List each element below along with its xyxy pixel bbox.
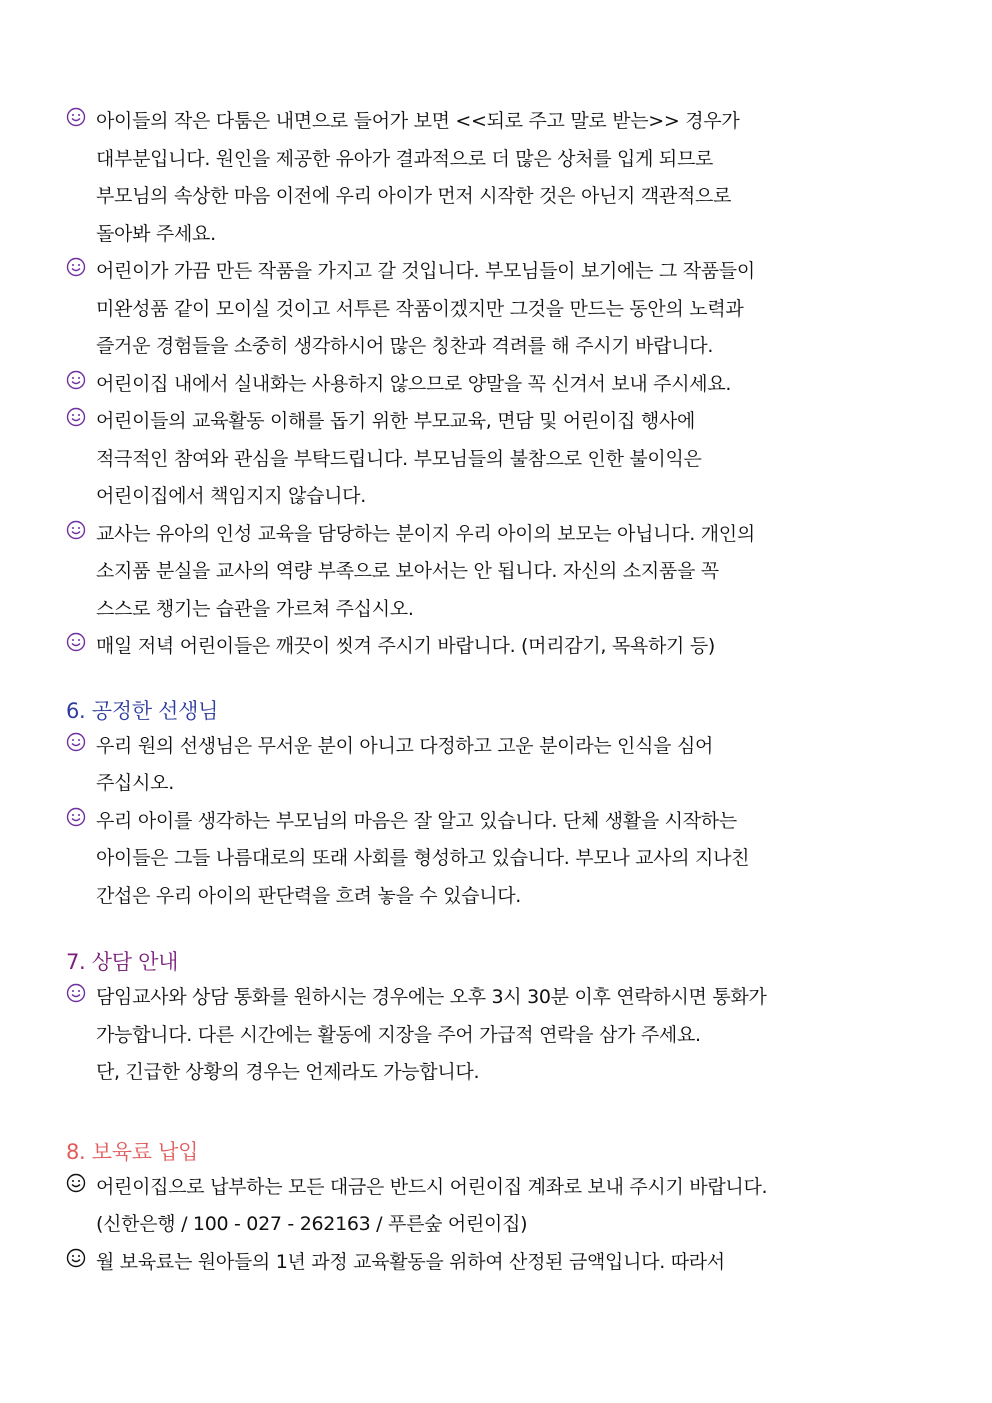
- smiley-icon: [66, 632, 86, 652]
- item-line: 스스로 챙기는 습관을 가르쳐 주십시오.: [96, 597, 414, 620]
- smiley-icon: [66, 370, 86, 390]
- list-item: [0, 628, 992, 666]
- smiley-icon: [66, 1173, 86, 1193]
- item-line: 소지품 분실을 교사의 역량 부족으로 보아서는 안 됩니다. 자신의 소지품을 꼭: [96, 560, 719, 582]
- item-line: 부모님의 속상한 마음 이전에 우리 아이가 먼저 시작한 것은 아닌지 객관적으로: [96, 185, 732, 207]
- item-line: (신한은행 / 100 - 027 - 262163 / 푸른숲 어린이집): [96, 1213, 528, 1235]
- item-line: 가능합니다. 다른 시간에는 활동에 지장을 주어 가급적 연락을 삼가 주세요.: [96, 1023, 701, 1046]
- item-line: 어린이집 내에서 실내화는 사용하지 않으므로 양말을 꼭 신겨서 보내 주시세요.: [96, 372, 732, 395]
- item-line: 주십시오.: [96, 772, 174, 794]
- section-7-title: 7. 상담 안내: [66, 950, 179, 974]
- list-item: [0, 803, 992, 916]
- smiley-icon: [66, 107, 86, 127]
- item-line: 우리 원의 선생님은 무서운 분이 아니고 다정하고 고운 분이라는 인식을 심어: [96, 734, 714, 757]
- smiley-icon: [66, 520, 86, 540]
- list-item: [0, 366, 992, 404]
- item-line: 우리 아이를 생각하는 부모님의 마음은 잘 알고 있습니다. 단체 생활을 시작하는: [96, 809, 737, 832]
- item-line: 어린이들의 교육활동 이해를 돕기 위한 부모교육, 면담 및 어린이집 행사에: [96, 410, 696, 432]
- list-item: [0, 103, 992, 253]
- smiley-icon: [66, 1248, 86, 1268]
- item-line: 돌아봐 주세요.: [96, 222, 216, 245]
- list-item: [0, 1244, 992, 1282]
- smiley-icon: [66, 407, 86, 427]
- item-line: 담임교사와 상담 통화를 원하시는 경우에는 오후 3시 30분 이후 연락하시면 통화가: [96, 986, 767, 1008]
- list-item: [0, 1169, 992, 1244]
- list-item: [0, 516, 992, 629]
- smiley-icon: [66, 257, 86, 277]
- list-item: [0, 403, 992, 516]
- section-8-title: 8. 보육료 납입: [66, 1139, 199, 1164]
- item-line: 교사는 유아의 인성 교육을 담당하는 분이지 우리 아이의 보모는 아닙니다. 개인의: [96, 522, 755, 545]
- item-line: 아이들은 그들 나름대로의 또래 사회를 형성하고 있습니다. 부모나 교사의 지나친: [96, 847, 750, 869]
- item-line: 즐거운 경험들을 소중히 생각하시어 많은 칭찬과 격려를 해 주시기 바랍니다.: [96, 335, 714, 357]
- item-line: 어린이가 가끔 만든 작품을 가지고 갈 것입니다. 부모님들이 보기에는 그 작품들이: [96, 260, 755, 282]
- smiley-icon: [66, 983, 86, 1003]
- list-item: [0, 253, 992, 366]
- item-line: 간섭은 우리 아이의 판단력을 흐려 놓을 수 있습니다.: [96, 884, 522, 907]
- section-6-title: 6. 공정한 선생님: [66, 698, 219, 723]
- item-line: 월 보육료는 원아들의 1년 과정 교육활동을 위하여 산정된 금액입니다. 따라서: [96, 1250, 725, 1273]
- item-line: 어린이집에서 책임지지 않습니다.: [96, 485, 366, 507]
- item-line: 적극적인 참여와 관심을 부탁드립니다. 부모님들의 불참으로 인한 불이익은: [96, 447, 702, 470]
- list-item: [0, 979, 992, 1092]
- smiley-icon: [66, 732, 86, 752]
- document-content: [0, 103, 992, 1281]
- item-line: 아이들의 작은 다툼은 내면으로 들어가 보면 <<되로 주고 말로 받는>> 경우가: [96, 110, 740, 132]
- item-line: 어린이집으로 납부하는 모든 대금은 반드시 어린이집 계좌로 보내 주시기 바랍니다.: [96, 1175, 768, 1198]
- list-item: [0, 728, 992, 803]
- item-line: 단, 긴급한 상황의 경우는 언제라도 가능합니다.: [96, 1061, 480, 1083]
- item-line: 매일 저녁 어린이들은 깨끗이 씻겨 주시기 바랍니다. (머리감기, 목욕하기 등): [96, 635, 715, 657]
- item-line: 미완성품 같이 모이실 것이고 서투른 작품이겠지만 그것을 만드는 동안의 노력과: [96, 297, 744, 320]
- item-line: 대부분입니다. 원인을 제공한 유아가 결과적으로 더 많은 상처를 입게 되므로: [96, 147, 714, 170]
- smiley-icon: [66, 807, 86, 827]
